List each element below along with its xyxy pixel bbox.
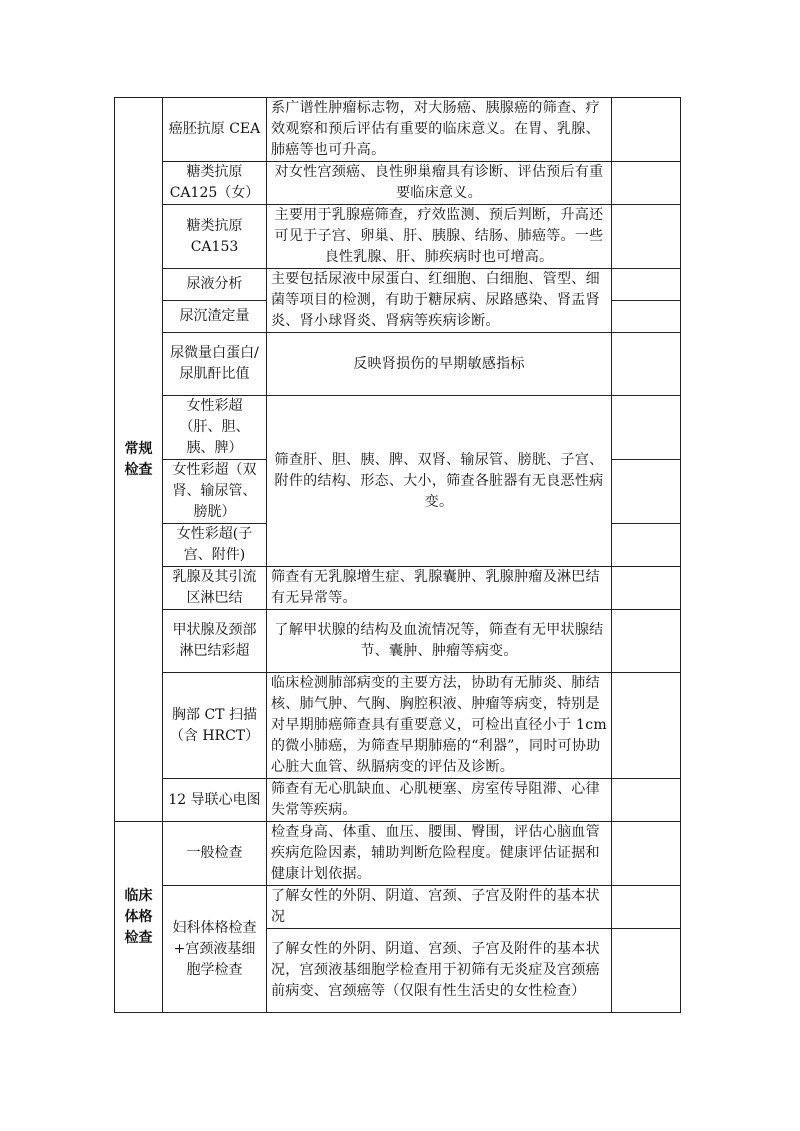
item-name: 女性彩超（肝、胆、胰、脾） — [163, 396, 267, 460]
item-name: 尿微量白蛋白/尿肌酐比值 — [163, 333, 267, 396]
item-description: 对女性宫颈癌、良性卵巢瘤具有诊断、评估预后有重要临床意义。 — [267, 162, 612, 205]
blank-cell — [612, 269, 681, 301]
blank-cell — [612, 460, 681, 524]
blank-cell — [612, 673, 681, 779]
item-name: 尿液分析 — [163, 269, 267, 301]
table-row — [115, 396, 681, 460]
table-row — [115, 98, 681, 162]
table-row — [115, 779, 681, 822]
item-description: 检查身高、体重、血压、腰围、臀围，评估心脑血管疾病危险因素，辅助判断危险程度。健康评估证据和健康计划依据。 — [267, 822, 612, 886]
item-name: 12 导联心电图 — [163, 779, 267, 822]
item-description: 了解女性的外阴、阴道、宫颈、子宫及附件的基本状况 — [267, 886, 612, 929]
blank-cell — [612, 301, 681, 333]
item-name: 乳腺及其引流区淋巴结 — [163, 567, 267, 610]
item-name: 妇科体格检查+宫颈液基细胞学检查 — [163, 886, 267, 1013]
table-row — [115, 567, 681, 610]
item-name: 糖类抗原 CA125（女） — [163, 162, 267, 205]
blank-cell — [612, 567, 681, 610]
item-name: 一般检查 — [163, 822, 267, 886]
item-name: 糖类抗原 CA153 — [163, 205, 267, 269]
blank-cell — [612, 524, 681, 567]
item-name: 胸部 CT 扫描（含 HRCT） — [163, 673, 267, 779]
item-description: 反映肾损伤的早期敏感指标 — [267, 333, 612, 396]
blank-cell — [612, 333, 681, 396]
blank-cell — [612, 98, 681, 162]
item-description: 主要用于乳腺癌筛查，疗效监测、预后判断，升高还可见于子宫、卵巢、肝、胰腺、结肠、肺癌等。一些良性乳腺、肝、肺疾病时也可增高。 — [267, 205, 612, 269]
blank-cell — [612, 779, 681, 822]
item-name: 女性彩超（双肾、输尿管、膀胱） — [163, 460, 267, 524]
table-row — [115, 162, 681, 205]
blank-cell — [612, 929, 681, 1013]
table-row — [115, 822, 681, 886]
table-row — [115, 269, 681, 301]
item-name: 女性彩超(子宫、附件) — [163, 524, 267, 567]
category-routine: 常规检查 — [115, 98, 163, 822]
item-description: 筛查有无心肌缺血、心肌梗塞、房室传导阻滞、心律失常等疾病。 — [267, 779, 612, 822]
item-description: 了解甲状腺的结构及血流情况等，筛查有无甲状腺结节、囊肿、肿瘤等病变。 — [267, 610, 612, 673]
item-description: 临床检测肺部病变的主要方法，协助有无肺炎、肺结核、肺气肿、气胸、胸腔积液、肿瘤等病变，特别是对早期肺癌筛查具有重要意义，可检出直径小于 1cm 的微小肺癌，为筛查早期肺癌的“利器”，同时可协助心脏大血管、纵膈病变的评估及诊断。 — [267, 673, 612, 779]
table-row — [115, 205, 681, 269]
item-name: 尿沉渣定量 — [163, 301, 267, 333]
table-row — [115, 610, 681, 673]
item-name: 甲状腺及颈部淋巴结彩超 — [163, 610, 267, 673]
blank-cell — [612, 396, 681, 460]
item-description: 了解女性的外阴、阴道、宫颈、子宫及附件的基本状况，宫颈液基细胞学检查用于初筛有无炎症及宫颈癌前病变、宫颈癌等（仅限有性生活史的女性检查） — [267, 929, 612, 1013]
item-description: 筛查肝、胆、胰、脾、双肾、输尿管、膀胱、子宫、附件的结构、形态、大小，筛查各脏器有无良恶性病变。 — [267, 396, 612, 567]
item-description: 筛查有无乳腺增生症、乳腺囊肿、乳腺肿瘤及淋巴结有无异常等。 — [267, 567, 612, 610]
blank-cell — [612, 162, 681, 205]
table-row — [115, 673, 681, 779]
table-row — [115, 886, 681, 929]
blank-cell — [612, 822, 681, 886]
item-description: 系广谱性肿瘤标志物，对大肠癌、胰腺癌的筛查、疗效观察和预后评估有重要的临床意义。在胃、乳腺、肺癌等也可升高。 — [267, 98, 612, 162]
blank-cell — [612, 205, 681, 269]
table-row — [115, 333, 681, 396]
exam-items-table — [114, 97, 681, 1013]
category-clinical: 临床体格检查 — [115, 822, 163, 1013]
item-name: 癌胚抗原 CEA — [163, 98, 267, 162]
item-description: 主要包括尿液中尿蛋白、红细胞、白细胞、管型、细菌等项目的检测，有助于糖尿病、尿路感染、肾盂肾炎、肾小球肾炎、肾病等疾病诊断。 — [267, 269, 612, 333]
blank-cell — [612, 610, 681, 673]
blank-cell — [612, 886, 681, 929]
